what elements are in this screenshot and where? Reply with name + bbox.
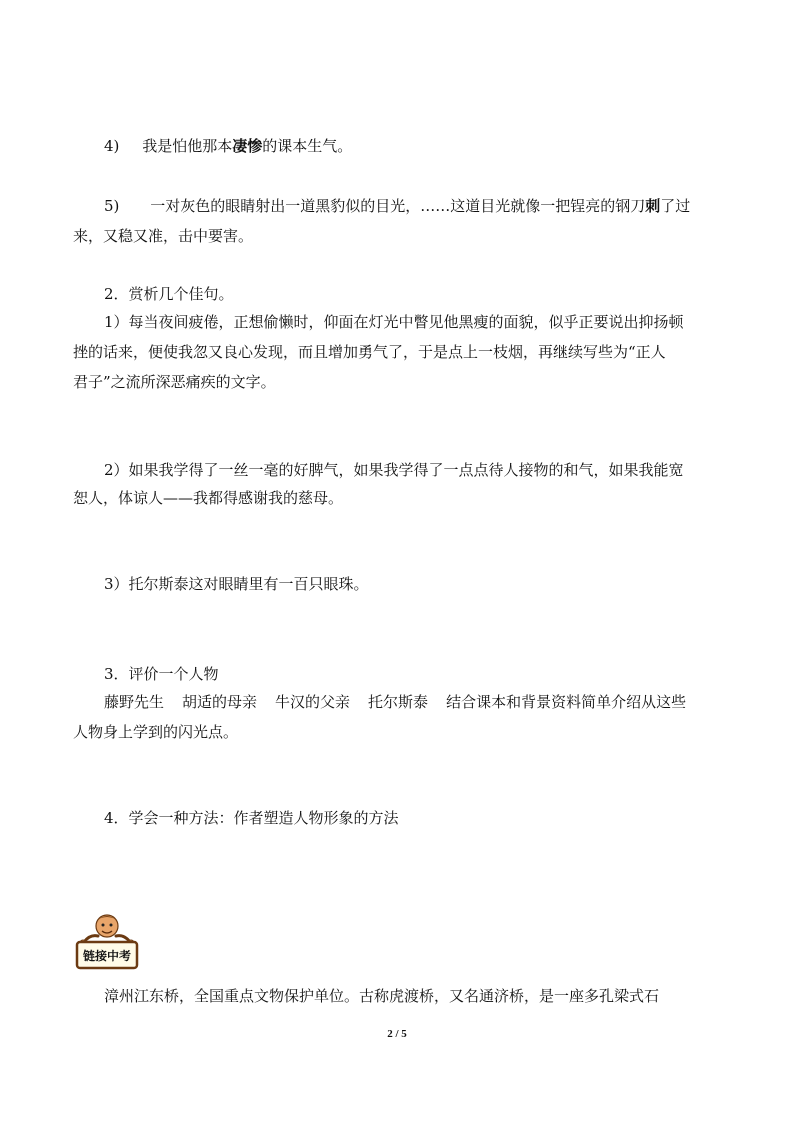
quote-2-line: 2）如果我学得了一丝一毫的好脾气，如果我学得了一点点待人接物的和气，如果我能宽: [104, 461, 684, 479]
person-name: 托尔斯泰: [368, 693, 429, 711]
quote-2-line: 恕人，体谅人——我都得感谢我的慈母。: [73, 489, 344, 507]
badge-label: 链接中考: [82, 949, 132, 963]
quote-1-line: 挫的话来，便使我忽又良心发现，而且增加勇气了，于是点上一枝烟，再继续写些为“正人: [73, 343, 666, 361]
section-heading: 4．学会一种方法：作者塑造人物形象的方法: [104, 809, 399, 827]
section-heading: 2．赏析几个佳句。: [104, 285, 234, 303]
item-number: 5): [104, 197, 120, 215]
persons-line-2: 人物身上学到的闪光点。: [73, 723, 239, 741]
person-name: 藤野先生: [104, 693, 165, 711]
item-text: 的课本生气。: [262, 137, 353, 155]
person-name: 牛汉的父亲: [275, 693, 351, 711]
item-text: 我是怕他那本: [142, 137, 233, 155]
cartoon-teacher-icon: [72, 912, 142, 972]
item-number: 4): [104, 137, 120, 155]
quote-3: 3）托尔斯泰这对眼睛里有一百只眼珠。: [104, 575, 369, 593]
item-text: 一对灰色的眼睛射出一道黑豹似的目光，……这道目光就像一把锃亮的钢刀: [150, 197, 646, 215]
item-keyword: 刺: [645, 197, 661, 215]
item-keyword: 凄惨: [232, 137, 263, 155]
item-5-continued: 来，又稳又准，击中要害。: [73, 227, 254, 245]
person-name: 胡适的母亲: [182, 693, 258, 711]
page-number: 2 / 5: [387, 1028, 407, 1040]
section-heading: 3．评价一个人物: [104, 665, 219, 683]
task-text: 结合课本和背景资料简单介绍从这些: [446, 693, 687, 711]
passage-line: 漳州江东桥，全国重点文物保护单位。古称虎渡桥，又名通济桥，是一座多孔梁式石: [104, 987, 660, 1005]
quote-1-line: 君子”之流所深恶痛疾的文字。: [73, 373, 276, 391]
item-text: 了过: [660, 197, 691, 215]
persons-line: [104, 692, 724, 712]
item-5: [104, 196, 724, 216]
item-4: [104, 136, 724, 156]
quote-1-line: 1）每当夜间疲倦，正想偷懒时，仰面在灯光中瞥见他黑瘦的面貌，似乎正要说出抑扬顿: [104, 313, 684, 331]
